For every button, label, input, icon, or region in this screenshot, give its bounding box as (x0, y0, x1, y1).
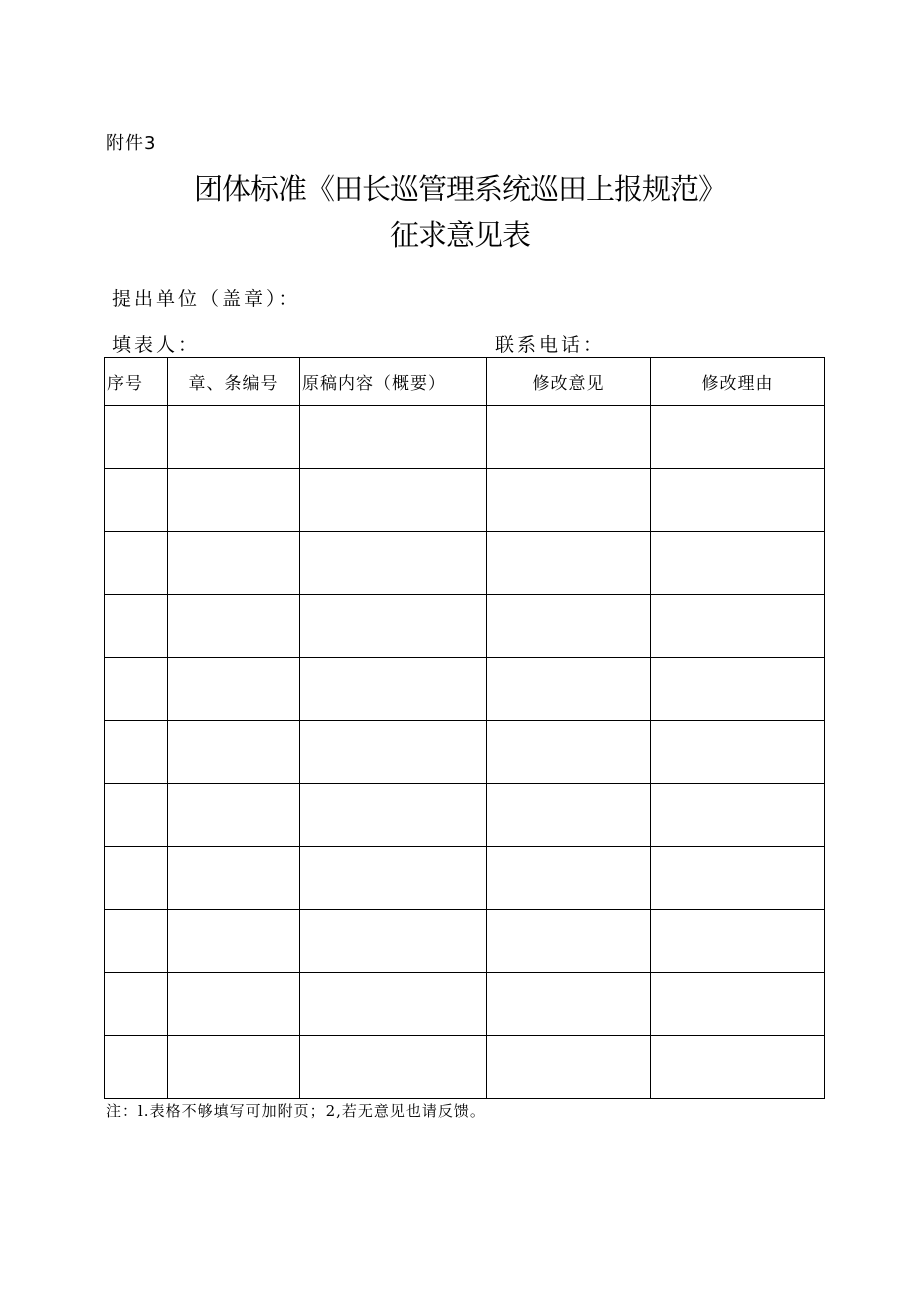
serial-cell[interactable] (105, 784, 168, 847)
serial-cell[interactable] (105, 469, 168, 532)
serial-cell[interactable] (105, 1036, 168, 1099)
original-cell[interactable] (300, 406, 487, 469)
reason-cell[interactable] (651, 1036, 825, 1099)
original-cell[interactable] (300, 973, 487, 1036)
suggestion-cell[interactable] (487, 973, 651, 1036)
table-row (105, 658, 825, 721)
suggestion-cell[interactable] (487, 595, 651, 658)
suggestion-cell[interactable] (487, 658, 651, 721)
serial-cell[interactable] (105, 910, 168, 973)
reason-cell[interactable] (651, 658, 825, 721)
reason-cell[interactable] (651, 847, 825, 910)
suggestion-cell[interactable] (487, 532, 651, 595)
clause-cell[interactable] (168, 1036, 300, 1099)
comment-table (104, 357, 825, 1099)
clause-cell[interactable] (168, 406, 300, 469)
footnote: 注：l.表格不够填写可加附页；2,若无意见也请反馈。 (106, 1102, 486, 1120)
suggestion-cell[interactable] (487, 1036, 651, 1099)
table-row (105, 532, 825, 595)
table-row (105, 469, 825, 532)
clause-cell[interactable] (168, 595, 300, 658)
clause-cell[interactable] (168, 721, 300, 784)
original-cell[interactable] (300, 721, 487, 784)
reason-cell[interactable] (651, 910, 825, 973)
serial-cell[interactable] (105, 595, 168, 658)
table-row (105, 973, 825, 1036)
suggestion-cell[interactable] (487, 784, 651, 847)
serial-cell[interactable] (105, 973, 168, 1036)
table-row (105, 847, 825, 910)
reason-cell[interactable] (651, 595, 825, 658)
submitting-unit-label: 提出单位（盖章）： (112, 288, 301, 310)
original-cell[interactable] (300, 658, 487, 721)
original-cell[interactable] (300, 469, 487, 532)
clause-cell[interactable] (168, 658, 300, 721)
clause-cell[interactable] (168, 784, 300, 847)
column-header-serial: 序号 (105, 358, 168, 406)
column-header-suggestion: 修改意见 (487, 358, 651, 406)
table-row (105, 595, 825, 658)
reason-cell[interactable] (651, 532, 825, 595)
suggestion-cell[interactable] (487, 910, 651, 973)
suggestion-cell[interactable] (487, 847, 651, 910)
serial-cell[interactable] (105, 847, 168, 910)
suggestion-cell[interactable] (487, 721, 651, 784)
serial-cell[interactable] (105, 721, 168, 784)
table-row (105, 406, 825, 469)
column-header-reason: 修改理由 (651, 358, 825, 406)
clause-cell[interactable] (168, 910, 300, 973)
suggestion-cell[interactable] (487, 406, 651, 469)
table-row (105, 721, 825, 784)
reason-cell[interactable] (651, 784, 825, 847)
serial-cell[interactable] (105, 406, 168, 469)
table-row (105, 784, 825, 847)
filler-label: 填表人： (112, 334, 201, 356)
document-subtitle: 征求意见表 (389, 218, 530, 252)
clause-cell[interactable] (168, 847, 300, 910)
original-cell[interactable] (300, 1036, 487, 1099)
reason-cell[interactable] (651, 406, 825, 469)
document-title: 团体标准《田长巡管理系统巡田上报规范》 (193, 172, 726, 206)
table-row (105, 910, 825, 973)
suggestion-cell[interactable] (487, 469, 651, 532)
phone-label: 联系电话： (495, 334, 606, 356)
original-cell[interactable] (300, 532, 487, 595)
attachment-label: 附件3 (106, 133, 157, 154)
column-header-clause: 章、条编号 (168, 358, 300, 406)
clause-cell[interactable] (168, 469, 300, 532)
serial-cell[interactable] (105, 658, 168, 721)
table-header-row (105, 358, 825, 406)
clause-cell[interactable] (168, 532, 300, 595)
reason-cell[interactable] (651, 973, 825, 1036)
reason-cell[interactable] (651, 469, 825, 532)
original-cell[interactable] (300, 910, 487, 973)
original-cell[interactable] (300, 784, 487, 847)
column-header-original: 原稿内容（概要） (300, 358, 487, 406)
original-cell[interactable] (300, 847, 487, 910)
serial-cell[interactable] (105, 532, 168, 595)
clause-cell[interactable] (168, 973, 300, 1036)
original-cell[interactable] (300, 595, 487, 658)
table-row (105, 1036, 825, 1099)
reason-cell[interactable] (651, 721, 825, 784)
